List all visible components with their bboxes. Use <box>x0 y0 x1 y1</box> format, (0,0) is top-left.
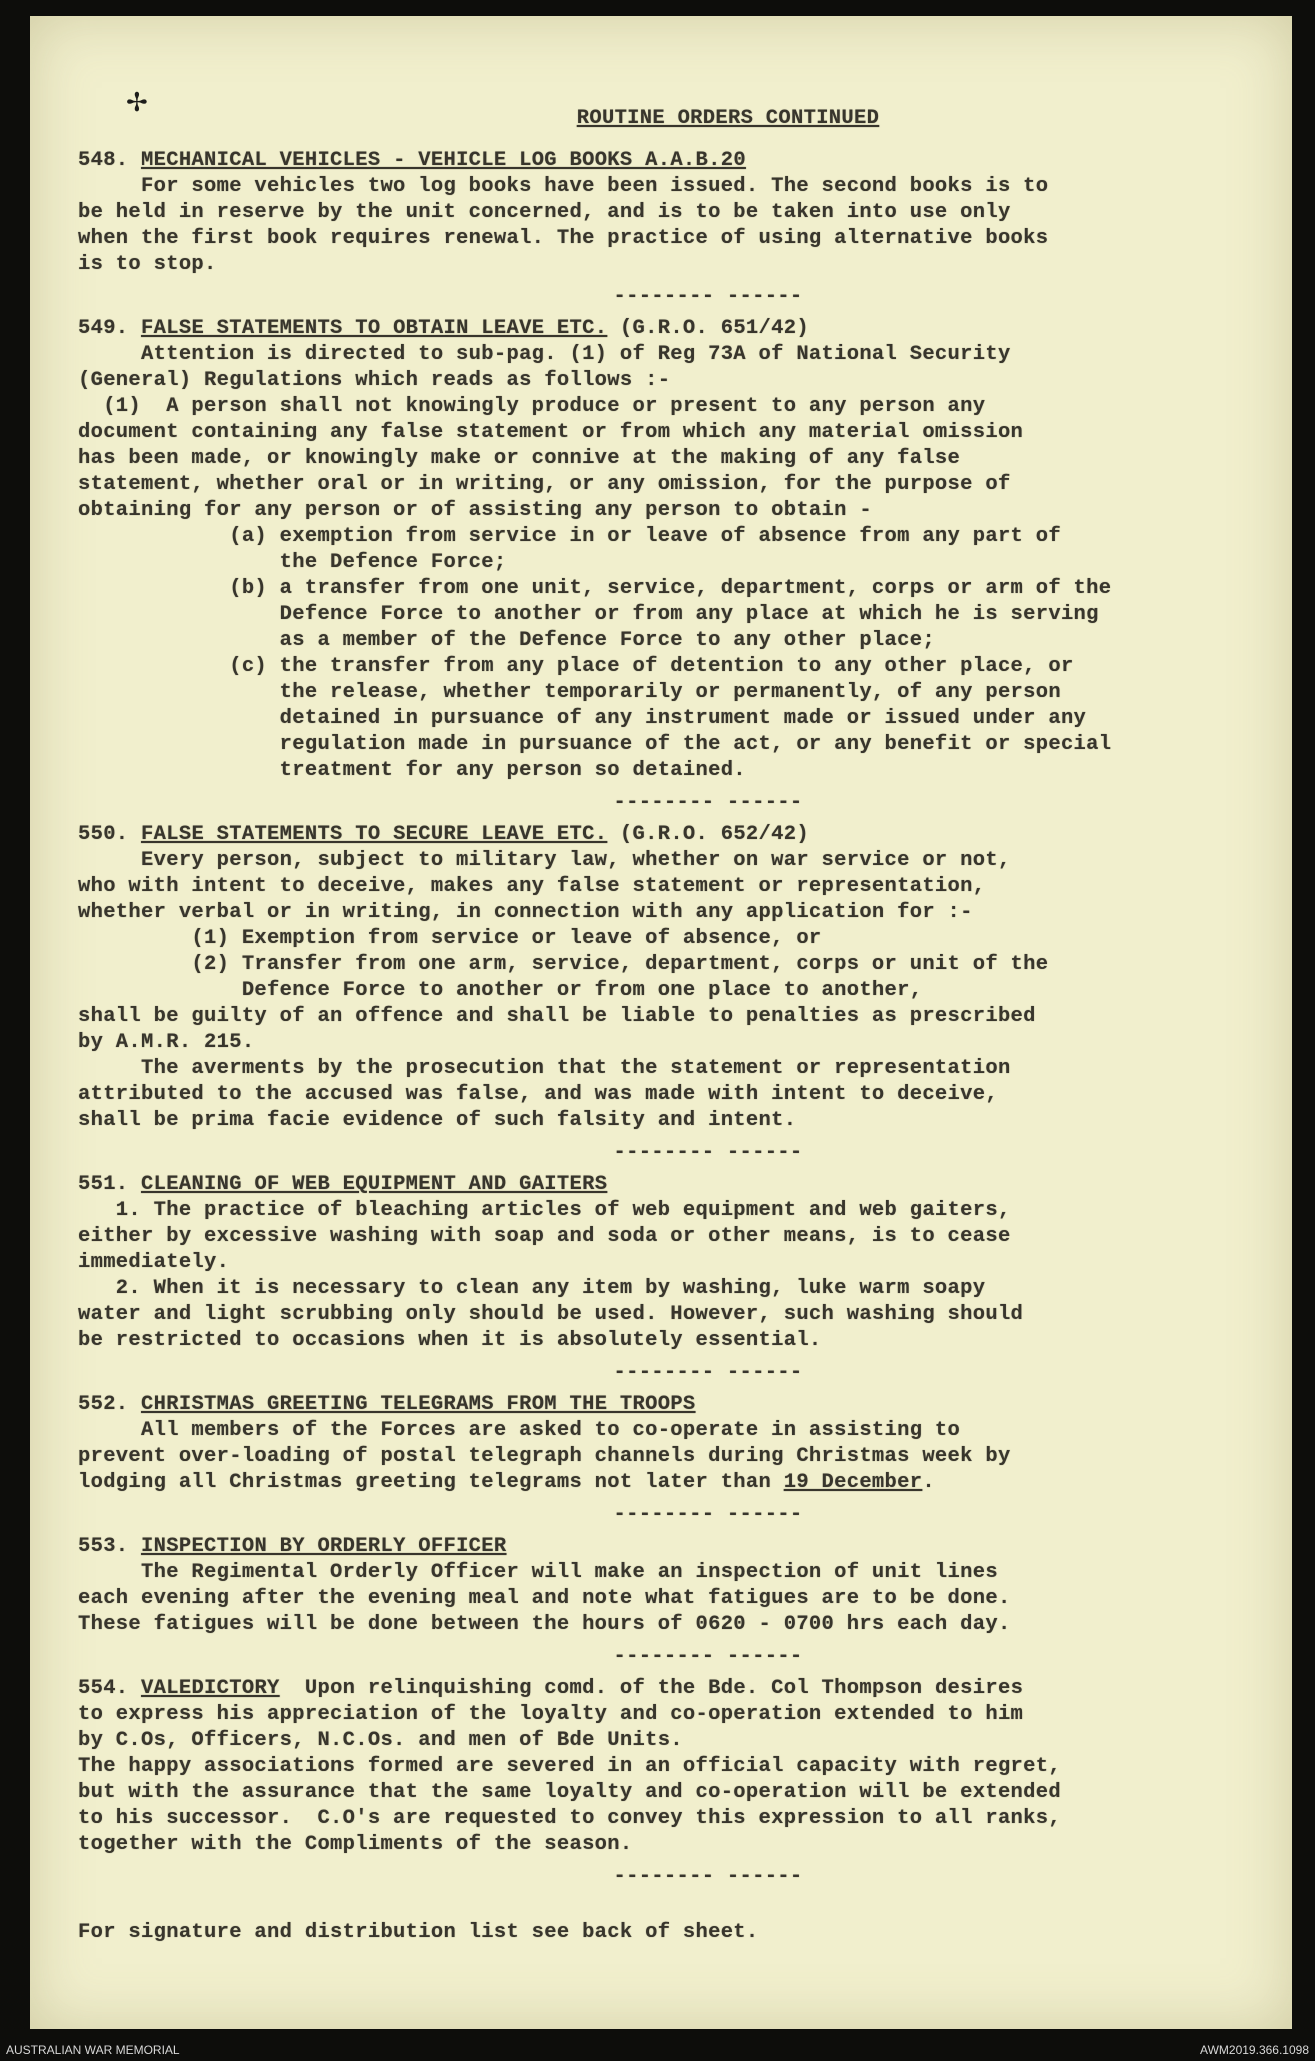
body-line <box>78 926 1258 952</box>
body-text: (2) Transfer from one arm, service, department, corps or unit of the <box>78 953 1049 976</box>
body-line <box>78 732 1258 758</box>
body-line <box>78 900 1258 926</box>
section-title: CHRISTMAS GREETING TELEGRAMS FROM THE TROOPS <box>141 1393 696 1416</box>
body-line <box>78 524 1258 550</box>
body-text: (1) A person shall not knowingly produce or present to any person any <box>78 395 986 418</box>
section-552 <box>78 1392 1258 1528</box>
footer-note: For signature and distribution list see back of sheet. <box>78 1921 759 1944</box>
body-line <box>78 174 1258 200</box>
body-text: is to stop. <box>78 253 217 276</box>
section-separator: -------- ------ <box>613 285 803 308</box>
body-line <box>78 200 1258 226</box>
body-line <box>78 1250 1258 1276</box>
document-body <box>78 106 1258 1946</box>
body-text: by A.M.R. 215. <box>78 1031 255 1054</box>
body-line <box>78 1702 1258 1728</box>
body-line <box>78 1418 1258 1444</box>
body-text: together with the Compliments of the season. <box>78 1833 633 1856</box>
body-line <box>78 680 1258 706</box>
body-line <box>78 1754 1258 1780</box>
body-line <box>78 1056 1258 1082</box>
body-line <box>78 576 1258 602</box>
section-549 <box>78 316 1258 816</box>
cross-mark-icon: ✢ <box>126 88 148 118</box>
body-text: the Defence Force; <box>78 551 507 574</box>
body-line <box>78 1780 1258 1806</box>
section-heading <box>78 316 1258 342</box>
section-number: 550. <box>78 823 129 846</box>
body-text: but with the assurance that the same loyalty and co-operation will be extended <box>78 1781 1061 1804</box>
body-line <box>78 1302 1258 1328</box>
body-text: All members of the Forces are asked to co-operate in assisting to <box>78 1419 961 1442</box>
body-text: The Regimental Orderly Officer will make an inspection of unit lines <box>78 1561 998 1584</box>
body-text: the release, whether temporarily or permanently, of any person <box>78 681 1061 704</box>
body-line <box>78 1612 1258 1638</box>
body-text: be held in reserve by the unit concerned, and is to be taken into use only <box>78 201 1011 224</box>
trailing-punct: . <box>922 1471 935 1494</box>
body-line <box>78 1728 1258 1754</box>
section-number: 552. <box>78 1393 129 1416</box>
body-line <box>78 978 1258 1004</box>
body-text: water and light scrubbing only should be used. However, such washing should <box>78 1303 1024 1326</box>
section-heading <box>78 148 1258 174</box>
body-text: (b) a transfer from one unit, service, department, corps or arm of the <box>78 577 1112 600</box>
body-text: 2. When it is necessary to clean any item by washing, luke warm soapy <box>78 1277 986 1300</box>
body-line <box>78 550 1258 576</box>
body-line <box>78 1586 1258 1612</box>
body-text: shall be prima facie evidence of such falsity and intent. <box>78 1109 797 1132</box>
section-551 <box>78 1172 1258 1386</box>
body-text: immediately. <box>78 1251 230 1274</box>
body-text: The averments by the prosecution that the statement or representation <box>78 1057 1011 1080</box>
body-line <box>78 446 1258 472</box>
archive-name: AUSTRALIAN WAR MEMORIAL <box>6 2043 180 2057</box>
body-line <box>78 848 1258 874</box>
sections-container <box>78 148 1258 1890</box>
body-text: attributed to the accused was false, and was made with intent to deceive, <box>78 1083 998 1106</box>
body-text: whether verbal or in writing, in connection with any application for :- <box>78 901 973 924</box>
section-separator: -------- ------ <box>613 1645 803 1668</box>
section-reference: (G.R.O. 652/42) <box>607 823 809 846</box>
body-line <box>78 472 1258 498</box>
body-text: as a member of the Defence Force to any other place; <box>78 629 935 652</box>
section-heading <box>78 1392 1258 1418</box>
body-text: by C.Os, Officers, N.C.Os. and men of Bde Units. <box>78 1729 683 1752</box>
section-separator: -------- ------ <box>613 791 803 814</box>
section-title: MECHANICAL VEHICLES - VEHICLE LOG BOOKS A.A.B.20 <box>141 149 746 172</box>
body-line <box>78 654 1258 680</box>
section-heading <box>78 822 1258 848</box>
document-page <box>30 16 1292 2030</box>
section-title: VALEDICTORY <box>141 1677 280 1700</box>
body-text: to his successor. C.O's are requested to convey this expression to all ranks, <box>78 1807 1061 1830</box>
body-text: 1. The practice of bleaching articles of web equipment and web gaiters, <box>78 1199 1011 1222</box>
body-line <box>78 420 1258 446</box>
section-separator: -------- ------ <box>613 1361 803 1384</box>
body-line <box>78 1470 1258 1496</box>
body-text: to express his appreciation of the loyalty and co-operation extended to him <box>78 1703 1024 1726</box>
body-line <box>78 1082 1258 1108</box>
body-line <box>78 1832 1258 1858</box>
section-number: 554. <box>78 1677 129 1700</box>
section-548 <box>78 148 1258 310</box>
archive-strip <box>0 2029 1315 2061</box>
section-title: FALSE STATEMENTS TO OBTAIN LEAVE ETC. <box>141 317 608 340</box>
body-text: (1) Exemption from service or leave of absence, or <box>78 927 822 950</box>
body-text: Defence Force to another or from any place at which he is serving <box>78 603 1099 626</box>
body-text: These fatigues will be done between the hours of 0620 - 0700 hrs each day. <box>78 1613 1011 1636</box>
body-text: (General) Regulations which reads as follows :- <box>78 369 671 392</box>
body-text: each evening after the evening meal and note what fatigues are to be done. <box>78 1587 1011 1610</box>
underlined-date: 19 December <box>783 1471 923 1494</box>
body-text: prevent over-loading of postal telegraph channels during Christmas week by <box>78 1445 1011 1468</box>
body-line <box>78 252 1258 278</box>
body-line <box>78 1560 1258 1586</box>
body-text: Attention is directed to sub-pag. (1) of Reg 73A of National Security <box>78 343 1011 366</box>
body-text: when the first book requires renewal. The practice of using alternative books <box>78 227 1049 250</box>
body-line <box>78 1198 1258 1224</box>
body-text: shall be guilty of an offence and shall be liable to penalties as prescribed <box>78 1005 1036 1028</box>
body-line <box>78 1030 1258 1056</box>
body-line <box>78 342 1258 368</box>
body-text: either by excessive washing with soap and soda or other means, is to cease <box>78 1225 1011 1248</box>
section-553 <box>78 1534 1258 1670</box>
body-text: The happy associations formed are severed in an official capacity with regret, <box>78 1755 1061 1778</box>
body-line <box>78 706 1258 732</box>
body-text: (c) the transfer from any place of detention to any other place, or <box>78 655 1074 678</box>
body-line <box>78 498 1258 524</box>
body-line <box>78 226 1258 252</box>
section-separator: -------- ------ <box>613 1865 803 1888</box>
body-line <box>78 1444 1258 1470</box>
body-line <box>78 952 1258 978</box>
body-text: (a) exemption from service in or leave of absence from any part of <box>78 525 1061 548</box>
section-heading <box>78 1534 1258 1560</box>
section-title: CLEANING OF WEB EQUIPMENT AND GAITERS <box>141 1173 608 1196</box>
section-separator: -------- ------ <box>613 1503 803 1526</box>
section-number: 549. <box>78 317 129 340</box>
body-line <box>78 758 1258 784</box>
body-line <box>78 394 1258 420</box>
body-text: For some vehicles two log books have been issued. The second books is to <box>78 175 1049 198</box>
section-number: 553. <box>78 1535 129 1558</box>
section-554 <box>78 1676 1258 1890</box>
body-line <box>78 602 1258 628</box>
body-line <box>78 368 1258 394</box>
section-reference: Upon relinquishing comd. of the Bde. Col Thompson desires <box>279 1677 1024 1700</box>
body-line <box>78 1328 1258 1354</box>
section-title: FALSE STATEMENTS TO SECURE LEAVE ETC. <box>141 823 608 846</box>
body-text: Every person, subject to military law, whether on war service or not, <box>78 849 1011 872</box>
section-reference: (G.R.O. 651/42) <box>607 317 809 340</box>
section-separator: -------- ------ <box>613 1141 803 1164</box>
page-title: ROUTINE ORDERS CONTINUED <box>576 107 880 130</box>
body-text: Defence Force to another or from one place to another, <box>78 979 923 1002</box>
section-title: INSPECTION BY ORDERLY OFFICER <box>141 1535 507 1558</box>
body-text: lodging all Christmas greeting telegrams not later than <box>78 1471 784 1494</box>
section-heading <box>78 1172 1258 1198</box>
body-line <box>78 874 1258 900</box>
body-line <box>78 1224 1258 1250</box>
body-line <box>78 1004 1258 1030</box>
section-number: 548. <box>78 149 129 172</box>
body-text: detained in pursuance of any instrument made or issued under any <box>78 707 1087 730</box>
body-text: regulation made in pursuance of the act, or any benefit or special <box>78 733 1112 756</box>
body-text: be restricted to occasions when it is absolutely essential. <box>78 1329 822 1352</box>
body-text: document containing any false statement or from which any material omission <box>78 421 1024 444</box>
body-text: statement, whether oral or in writing, or any omission, for the purpose of <box>78 473 1011 496</box>
body-text: who with intent to deceive, makes any false statement or representation, <box>78 875 986 898</box>
body-text: treatment for any person so detained. <box>78 759 746 782</box>
body-text: has been made, or knowingly make or connive at the making of any false <box>78 447 961 470</box>
section-550 <box>78 822 1258 1166</box>
body-text: obtaining for any person or of assisting any person to obtain - <box>78 499 872 522</box>
section-number: 551. <box>78 1173 129 1196</box>
body-line <box>78 1806 1258 1832</box>
section-heading <box>78 1676 1258 1702</box>
archive-id: AWM2019.366.1098 <box>1200 2043 1309 2057</box>
body-line <box>78 628 1258 654</box>
body-line <box>78 1276 1258 1302</box>
body-line <box>78 1108 1258 1134</box>
